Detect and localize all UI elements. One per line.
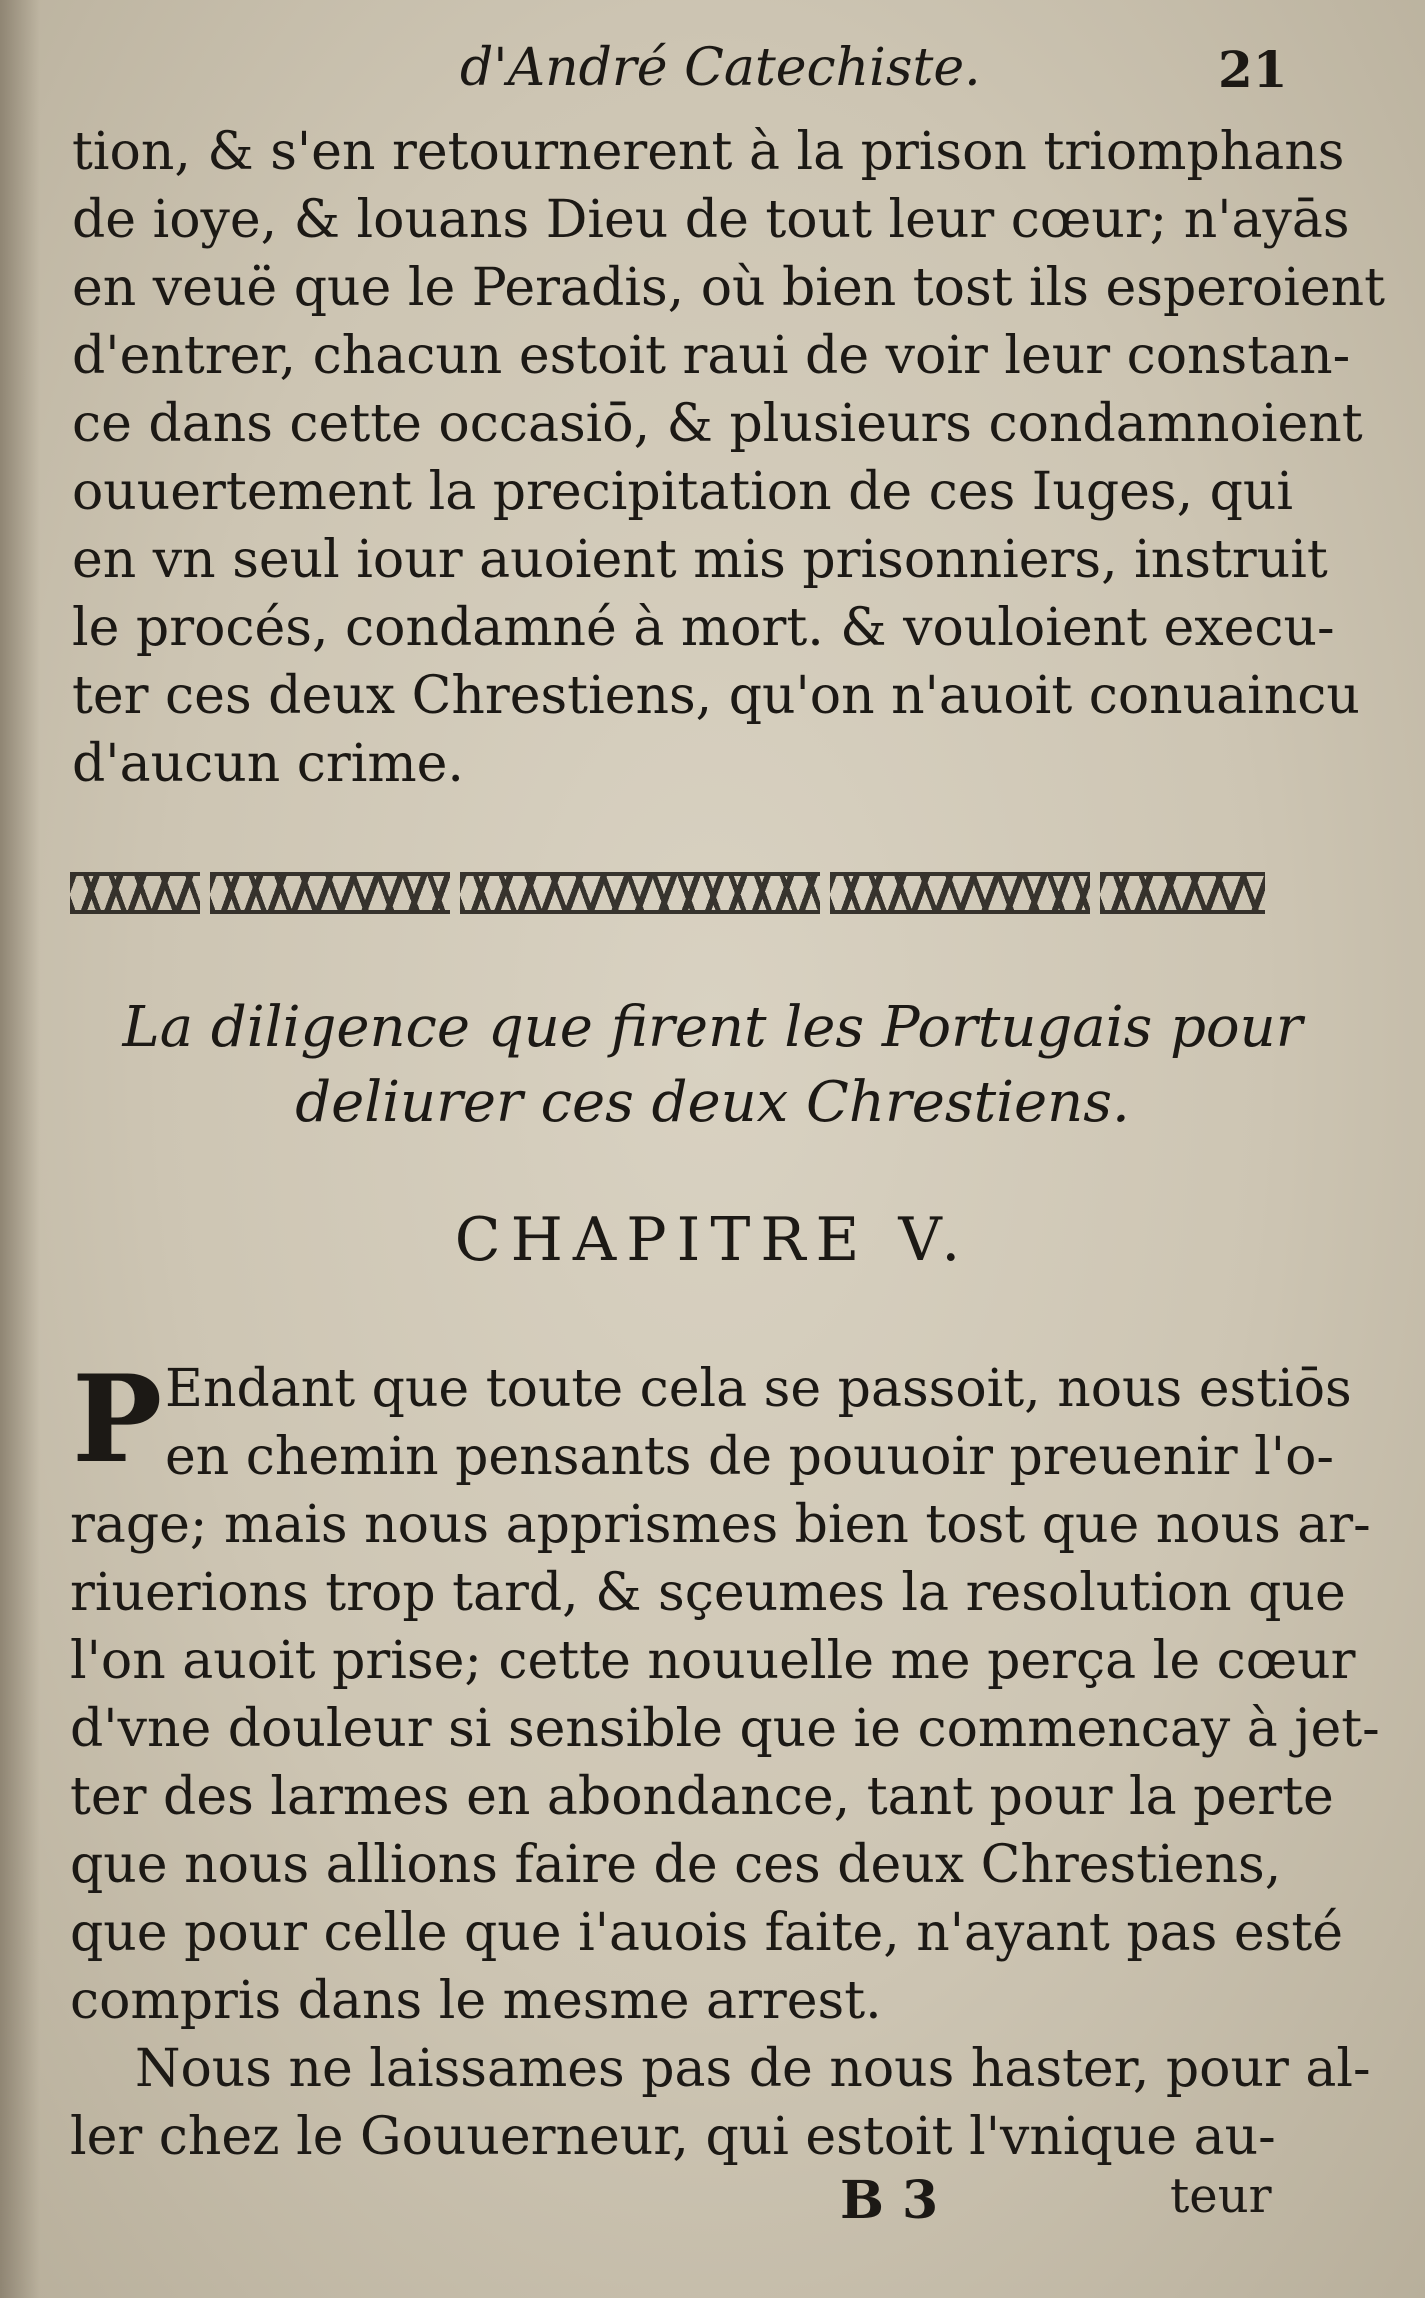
text-line: rage; mais nous apprismes bien tost que nous ar- <box>70 1495 1371 1555</box>
running-head <box>0 38 1425 108</box>
text-line: ce dans cette occasiō, & plusieurs condamnoient <box>72 394 1363 454</box>
drop-cap: P <box>72 1349 163 1490</box>
chapter-title: CHAPITRE V. <box>454 1205 971 1275</box>
text-line: tion, & s'en retournerent à la prison triomphans <box>72 122 1345 182</box>
text-line: Nous ne laissames pas de nous haster, pour al- <box>135 2039 1371 2099</box>
page-number: 21 <box>1218 40 1288 99</box>
text-line: d'entrer, chacun estoit raui de voir leur constan- <box>72 326 1351 386</box>
text-line: de ioye, & louans Dieu de tout leur cœur; n'ayās <box>72 190 1350 250</box>
text-line: que nous allions faire de ces deux Chrestiens, <box>70 1835 1282 1895</box>
catchword: teur <box>1170 2168 1272 2224</box>
running-head-title: d'André Catechiste. <box>460 38 981 98</box>
text-line: d'vne douleur si sensible que ie commencay à jet- <box>70 1699 1380 1759</box>
page-gutter-shadow <box>0 0 40 2298</box>
section-heading-line: deliurer ces deux Chrestiens. <box>295 1070 1130 1135</box>
ornament-segment <box>1100 872 1265 914</box>
text-line: l'on auoit prise; cette nouuelle me perça le cœur <box>70 1631 1356 1691</box>
ornament-segment <box>460 872 820 914</box>
text-line: ter des larmes en abondance, tant pour la perte <box>70 1767 1334 1827</box>
text-line: en chemin pensants de pouuoir preuenir l'o- <box>165 1427 1334 1487</box>
text-line: que pour celle que i'auois faite, n'ayant pas esté <box>70 1903 1343 1963</box>
text-line: en vn seul iour auoient mis prisonniers, instruit <box>72 530 1328 590</box>
text-line: d'aucun crime. <box>72 734 464 794</box>
signature-mark: B 3 <box>840 2170 939 2231</box>
text-line: compris dans le mesme arrest. <box>70 1971 882 2031</box>
ornament-segment <box>70 872 200 914</box>
ornament-segment <box>210 872 450 914</box>
text-line: riuerions trop tard, & sçeumes la resolution que <box>70 1563 1346 1623</box>
text-line: le procés, condamné à mort. & vouloient execu- <box>72 598 1335 658</box>
text-line: en veuë que le Peradis, où bien tost ils esperoient <box>72 258 1385 318</box>
text-line: Endant que toute cela se passoit, nous estiōs <box>165 1359 1352 1419</box>
decorative-band <box>70 872 1265 914</box>
text-line: ter ces deux Chrestiens, qu'on n'auoit conuaincu <box>72 666 1360 726</box>
ornament-segment <box>830 872 1090 914</box>
text-line: ler chez le Gouuerneur, qui estoit l'vnique au- <box>70 2107 1276 2167</box>
text-line: ouuertement la precipitation de ces Iuges, qui <box>72 462 1294 522</box>
section-heading-line: La diligence que firent les Portugais pour <box>122 995 1303 1060</box>
